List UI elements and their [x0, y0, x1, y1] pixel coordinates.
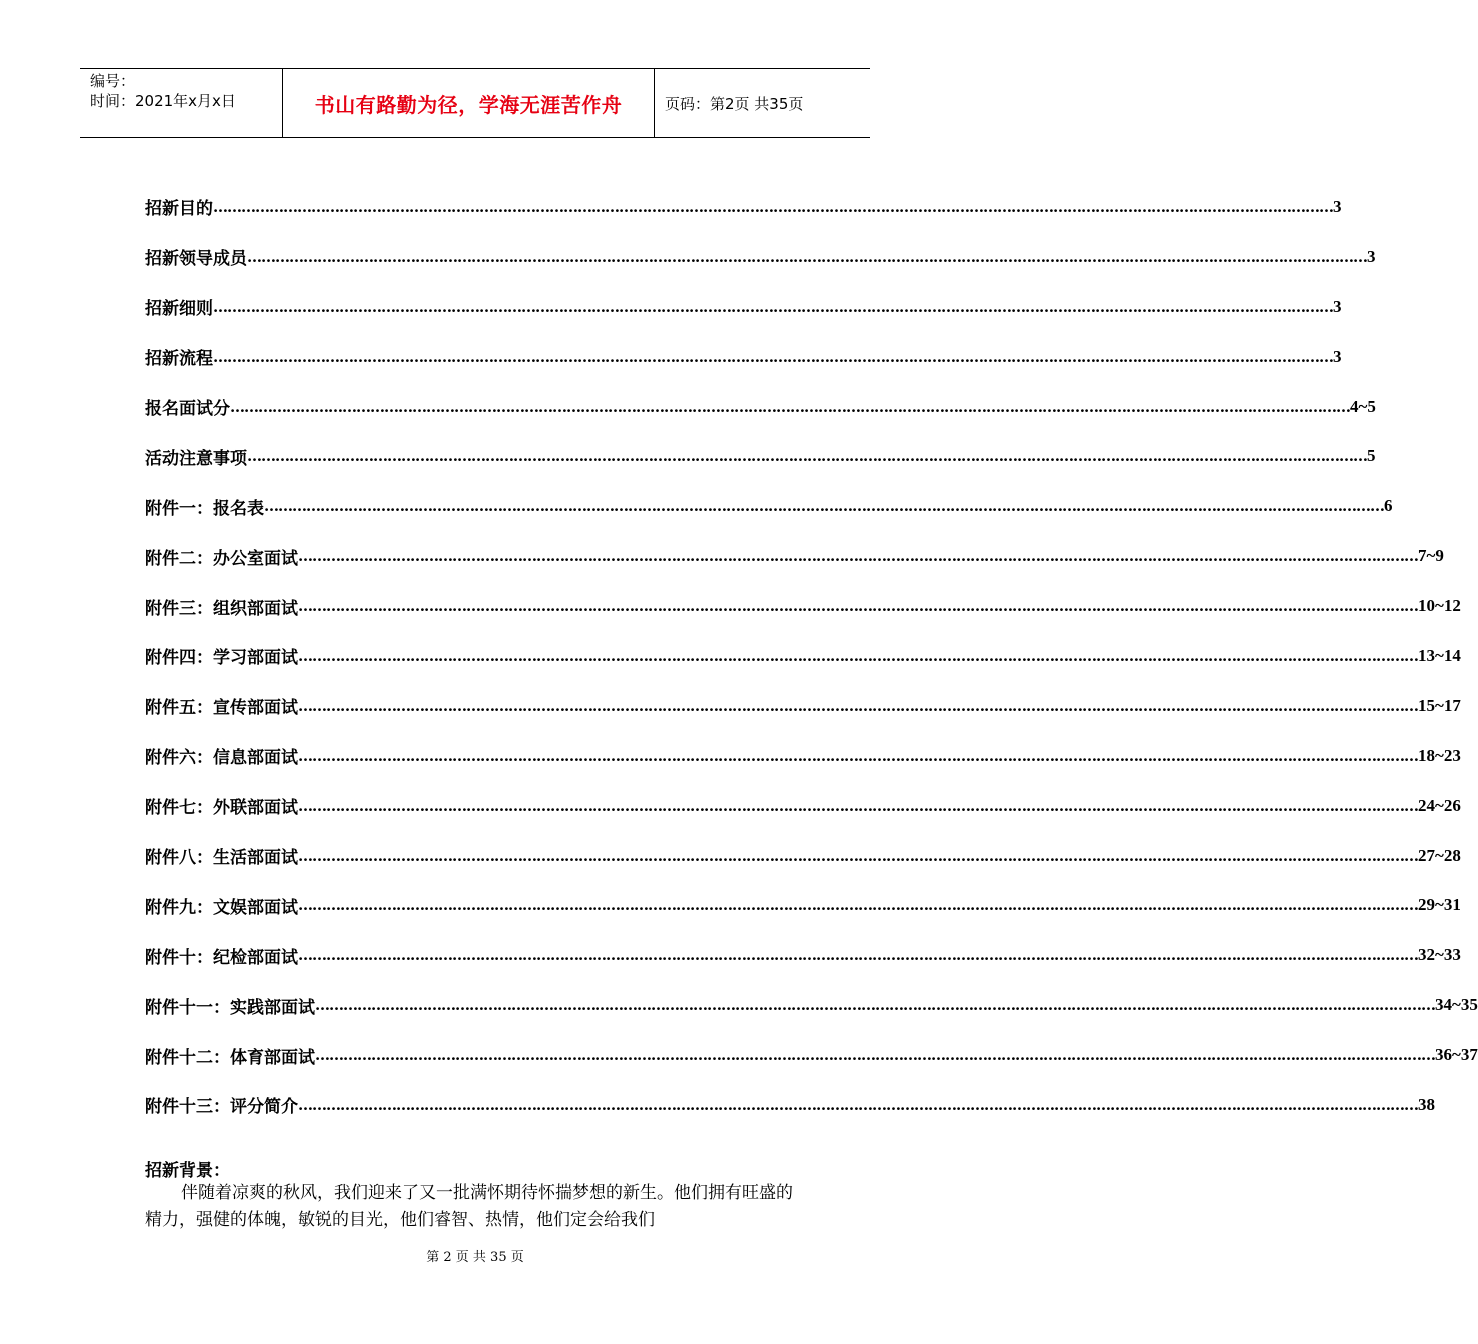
- toc-leader-dots: ……………………………………………………………………………………………………………………………………………………………………………………………………………………: [298, 547, 1418, 566]
- toc-leader-dots: ……………………………………………………………………………………………………………………………………………………………………………………………………………………: [247, 247, 1367, 266]
- toc-entry-title: 附件十三：评分简介: [145, 1097, 298, 1118]
- toc-leader-dots: ……………………………………………………………………………………………………………………………………………………………………………………………………………………: [213, 347, 1333, 366]
- toc-entry-page: 13~14: [1418, 645, 1461, 665]
- toc-entry[interactable]: [145, 382, 1376, 432]
- toc-leader-dots: ……………………………………………………………………………………………………………………………………………………………………………………………………………………: [298, 696, 1418, 715]
- toc-entry-title: 附件二：办公室面试: [145, 548, 298, 569]
- toc-entry[interactable]: [145, 781, 1461, 831]
- toc-leader-dots: ……………………………………………………………………………………………………………………………………………………………………………………………………………………: [213, 297, 1333, 316]
- toc-entry-page: 4~5: [1350, 396, 1376, 416]
- toc-entry-page: 27~28: [1418, 845, 1461, 865]
- toc-entry-title: 活动注意事项: [145, 448, 247, 469]
- toc-leader-dots: ……………………………………………………………………………………………………………………………………………………………………………………………………………………: [230, 397, 1350, 416]
- toc-entry[interactable]: [145, 880, 1461, 930]
- page-footer: 第 2 页 共 35 页: [426, 1250, 524, 1265]
- toc-entry[interactable]: [145, 1080, 1435, 1130]
- table-of-contents: [145, 182, 1478, 1130]
- toc-entry[interactable]: [145, 930, 1461, 980]
- toc-entry-page: 6: [1384, 496, 1393, 516]
- toc-entry-page: 3: [1333, 196, 1342, 216]
- toc-entry-page: 3: [1333, 296, 1342, 316]
- toc-entry[interactable]: [145, 232, 1376, 282]
- background-heading: 招新背景：: [145, 1161, 230, 1181]
- toc-entry-page: 10~12: [1418, 596, 1461, 616]
- toc-entry-page: 29~31: [1418, 895, 1461, 915]
- toc-leader-dots: ……………………………………………………………………………………………………………………………………………………………………………………………………………………: [298, 646, 1418, 665]
- toc-leader-dots: ……………………………………………………………………………………………………………………………………………………………………………………………………………………: [298, 746, 1418, 765]
- header-page-number: 页码：第2页 共35页: [665, 94, 804, 113]
- toc-leader-dots: ……………………………………………………………………………………………………………………………………………………………………………………………………………………: [298, 796, 1418, 815]
- toc-leader-dots: ……………………………………………………………………………………………………………………………………………………………………………………………………………………: [298, 896, 1418, 915]
- toc-entry-page: 18~23: [1418, 745, 1461, 765]
- toc-entry-page: 3: [1333, 346, 1342, 366]
- toc-leader-dots: ……………………………………………………………………………………………………………………………………………………………………………………………………………………: [247, 447, 1367, 466]
- toc-entry-title: 附件一：报名表: [145, 498, 264, 519]
- toc-entry[interactable]: [145, 182, 1342, 232]
- toc-entry[interactable]: [145, 282, 1342, 332]
- toc-entry-title: 附件十：纪检部面试: [145, 947, 298, 968]
- toc-entry-title: 附件五：宣传部面试: [145, 698, 298, 719]
- toc-entry-page: 3: [1367, 246, 1376, 266]
- background-paragraph: 伴随着凉爽的秋风，我们迎来了又一批满怀期待怀揣梦想的新生。他们拥有旺盛的精力，强健的体魄，敏锐的目光，他们睿智、热情，他们定会给我们: [145, 1183, 793, 1230]
- toc-entry-title: 附件六：信息部面试: [145, 748, 298, 769]
- toc-entry-title: 附件三：组织部面试: [145, 598, 298, 619]
- toc-entry-title: 招新细则: [145, 299, 213, 320]
- document-time-label: 时间：2021年x月x日: [90, 92, 236, 110]
- toc-entry[interactable]: [145, 980, 1478, 1030]
- toc-leader-dots: ……………………………………………………………………………………………………………………………………………………………………………………………………………………: [315, 1046, 1435, 1065]
- toc-entry[interactable]: [145, 731, 1461, 781]
- toc-entry-title: 附件七：外联部面试: [145, 798, 298, 819]
- toc-entry-title: 招新流程: [145, 349, 213, 370]
- toc-leader-dots: ……………………………………………………………………………………………………………………………………………………………………………………………………………………: [315, 996, 1435, 1015]
- toc-entry-page: 5: [1367, 446, 1376, 466]
- toc-entry-title: 招新目的: [145, 199, 213, 220]
- toc-entry-page: 7~9: [1418, 546, 1444, 566]
- header-motto: 书山有路勤为径，学海无涯苦作舟: [283, 69, 655, 137]
- toc-entry-page: 36~37: [1435, 1045, 1478, 1065]
- page-header: [80, 68, 870, 138]
- toc-entry[interactable]: [145, 631, 1461, 681]
- toc-leader-dots: ……………………………………………………………………………………………………………………………………………………………………………………………………………………: [298, 946, 1418, 965]
- toc-entry-title: 附件四：学习部面试: [145, 648, 298, 669]
- toc-leader-dots: ……………………………………………………………………………………………………………………………………………………………………………………………………………………: [298, 1095, 1418, 1114]
- toc-entry[interactable]: [145, 431, 1376, 481]
- toc-entry[interactable]: [145, 681, 1461, 731]
- toc-entry-page: 38: [1418, 1094, 1435, 1114]
- toc-entry-page: 34~35: [1435, 995, 1478, 1015]
- toc-entry-title: 附件九：文娱部面试: [145, 897, 298, 918]
- document-number-label: 编号：: [90, 72, 136, 90]
- toc-entry-title: 附件八：生活部面试: [145, 848, 298, 869]
- toc-leader-dots: ……………………………………………………………………………………………………………………………………………………………………………………………………………………: [264, 497, 1384, 516]
- toc-leader-dots: ……………………………………………………………………………………………………………………………………………………………………………………………………………………: [213, 197, 1333, 216]
- toc-entry-title: 招新领导成员: [145, 249, 247, 270]
- toc-entry-title: 附件十二：体育部面试: [145, 1047, 315, 1068]
- toc-entry[interactable]: [145, 831, 1461, 881]
- toc-entry-page: 24~26: [1418, 795, 1461, 815]
- toc-entry-title: 报名面试分: [145, 399, 230, 419]
- toc-entry[interactable]: [145, 1030, 1478, 1080]
- toc-entry[interactable]: [145, 332, 1342, 382]
- toc-entry-page: 15~17: [1418, 695, 1461, 715]
- toc-leader-dots: ……………………………………………………………………………………………………………………………………………………………………………………………………………………: [298, 597, 1418, 616]
- toc-entry[interactable]: [145, 481, 1393, 531]
- toc-entry[interactable]: [145, 581, 1461, 631]
- toc-leader-dots: ……………………………………………………………………………………………………………………………………………………………………………………………………………………: [298, 846, 1418, 865]
- toc-entry[interactable]: [145, 531, 1444, 581]
- toc-entry-page: 32~33: [1418, 945, 1461, 965]
- toc-entry-title: 附件十一：实践部面试: [145, 997, 315, 1018]
- header-meta-cell: [80, 69, 283, 137]
